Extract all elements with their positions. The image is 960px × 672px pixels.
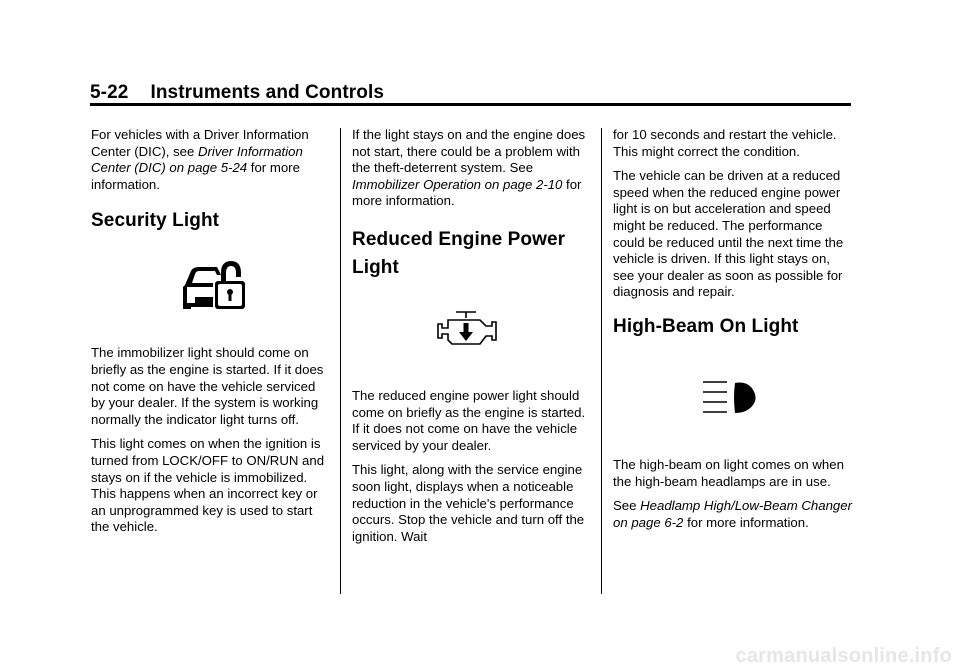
security-light-car-lock-icon [179,257,249,313]
reduced-power-paragraph: The reduced engine power light should come on briefly as the engine is started. If it does not come on have the vehicle serviced by your dealer. [352,387,586,453]
reduced-engine-power-heading: Reduced Engine Power Light [352,228,566,278]
high-beam-paragraph: The high-beam on light comes on when the high-beam headlamps are in use. [613,456,844,489]
restart-paragraph: for 10 seconds and restart the vehicle. This might correct the condition. [613,127,837,159]
column-2 [352,127,592,553]
column-3 [613,127,853,539]
page-header [90,82,384,104]
page-number: 5-22 [90,82,129,103]
theft-deterrent-paragraph: If the light stays on and the engine does not start, there could be a problem with the theft-deterrent system. See Immobilizer Operation on page 2-10 for more information. [352,127,586,209]
column-divider-1 [340,128,341,594]
security-light-heading: Security Light [91,210,220,232]
column-1 [91,127,331,544]
service-engine-paragraph: This light, along with the service engine soon light, displays when a noticeable reduction in the vehicle's performance occurs. Stop the vehicle and turn off the ignition. Wait [352,462,585,544]
reduced-power-icon-area [352,282,592,388]
high-beam-heading: High-Beam On Light [613,315,799,337]
header-rule [90,103,851,106]
immobilizer-link[interactable]: Immobilizer Operation on page 2-10 [352,176,563,192]
column-divider-2 [601,128,602,594]
immobilizer-paragraph: The immobilizer light should come on briefly as the engine is started. If it does not come on have the vehicle serviced by your dealer. If the system is working normally the indicator light turns off. [91,345,324,427]
high-beam-icon-area [613,339,853,457]
dic-link[interactable]: Driver Information Center (DIC) on page 5-24 [91,143,303,176]
reduced-speed-paragraph: The vehicle can be driven at a reduced speed when the reduced engine power light is on but acceleration and speed might be reduced. The performance could be reduced until the next time the vehicle is driven. If this light stays on, see your dealer as soon as possible for diagnosis and repair. [613,168,844,300]
headlamp-reference-paragraph: See Headlamp High/Low-Beam Changer on page 6-2 for more information. [613,498,852,530]
reduced-engine-power-icon [434,310,504,350]
ignition-paragraph: This light comes on when the ignition is turned from LOCK/OFF to ON/RUN and stays on if the vehicle is immobilized. This happens when an incorrect key or an unprogrammed key is used to start the vehicle. [91,436,325,535]
chapter-title: Instruments and Controls [150,82,385,103]
headlamp-changer-link[interactable]: Headlamp High/Low-Beam Changer on page 6-2 [613,498,852,530]
security-light-icon-area [91,233,331,345]
watermark: carmanualsonline.info [735,645,952,667]
high-beam-icon [701,379,771,419]
dic-reference-paragraph: For vehicles with a Driver Information Center (DIC), see Driver Information Center (DIC) on page 5-24 for more information. [91,127,309,192]
